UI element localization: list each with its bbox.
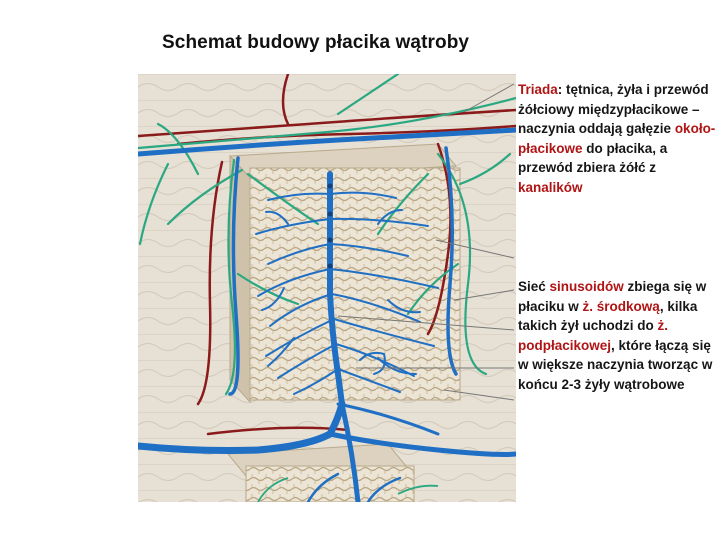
term-kanalikow: kanalików [518,179,583,195]
term-triada: Triada [518,82,558,97]
term-okoloplacikowe: około-płacikowe [518,121,716,156]
term-zyla-srodkowa: ż. środkową [582,298,660,314]
term-sinusoidow: sinusoidów [549,279,624,294]
siec-text: Sieć [518,279,550,294]
siec-text-4: , które łączą się w większe naczynia tworząc w końcu 2-3 żyły wątrobowe [518,337,713,392]
triada-text: : tętnica, żyła i przewód żółciowy międzypłacikowe – naczynia oddają gałęzie [518,82,709,136]
triada-text-2: do płacika, a przewód zbiera żółć z [518,140,668,175]
upper-lobule [230,144,460,402]
lobule-drawing [138,74,516,502]
caption-triada [518,80,718,197]
liver-lobule-illustration [138,74,516,502]
siec-text-2: zbiega się w płaciku w [518,279,707,314]
caption-siec-sinusoidow [518,277,718,394]
diagram-title: Schemat budowy płacika wątroby [162,32,470,53]
term-zyla-podplacikowa: ż. podpłacikowej [518,318,669,353]
siec-text-3: , kilka takich żył uchodzi do [518,298,698,333]
